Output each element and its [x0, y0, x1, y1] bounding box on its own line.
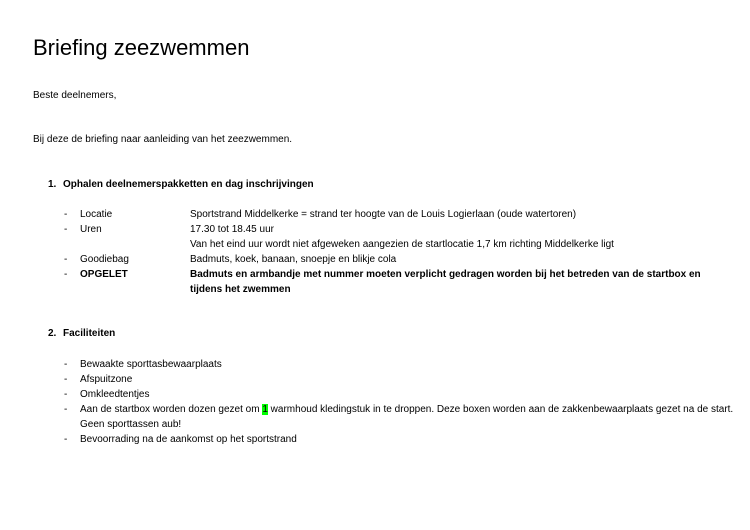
intro-text: Bij deze de briefing naar aanleiding van het zeezwemmen. — [33, 134, 293, 145]
item-label-goodiebag: Goodiebag — [80, 254, 129, 265]
item-value-uren: 17.30 tot 18.45 uur — [190, 224, 274, 235]
bullet-dash: - — [64, 224, 68, 235]
facility-text-after: warmhoud kledingstuk in te droppen. Deze boxen worden aan de zakkenbewaarplaats gezet na de start. — [267, 404, 734, 415]
document-title: Briefing zeezwemmen — [33, 35, 250, 60]
facility-text-continuation: Geen sporttassen aub! — [80, 419, 182, 430]
item-value-locatie: Sportstrand Middelkerke = strand ter hoogte van de Louis Logierlaan (oude watertoren) — [190, 209, 577, 220]
bullet-dash: - — [64, 374, 68, 385]
highlighted-number: 1 — [262, 404, 268, 415]
item-label-opgelet: OPGELET — [80, 269, 128, 280]
bullet-dash: - — [64, 209, 68, 220]
facility-text: Bevoorrading na de aankomst op het sportstrand — [80, 434, 297, 445]
section-1-heading — [48, 178, 314, 192]
greeting-text: Beste deelnemers, — [33, 90, 117, 101]
facility-text: Afspuitzone — [80, 374, 133, 385]
item-label-uren: Uren — [80, 224, 102, 235]
section-1-number: 1. — [48, 179, 57, 190]
bullet-dash: - — [64, 434, 68, 445]
item-value-goodiebag: Badmuts, koek, banaan, snoepje en blikje cola — [190, 254, 397, 265]
item-value-opgelet-continuation: tijdens het zwemmen — [190, 284, 291, 295]
section-2-number: 2. — [48, 328, 57, 339]
bullet-dash: - — [64, 389, 68, 400]
section-2-title: Faciliteiten — [63, 328, 116, 339]
facility-text: Omkleedtentjes — [80, 389, 150, 400]
bullet-dash: - — [64, 254, 68, 265]
bullet-dash: - — [64, 404, 68, 415]
facility-text: Bewaakte sporttasbewaarplaats — [80, 359, 222, 370]
item-value-uren-continuation: Van het eind uur wordt niet afgeweken aangezien de startlocatie 1,7 km richting Middelkerke ligt — [190, 239, 614, 250]
bullet-dash: - — [64, 269, 68, 280]
section-1-title: Ophalen deelnemerspakketten en dag inschrijvingen — [63, 179, 314, 190]
facility-text — [80, 403, 733, 417]
bullet-dash: - — [64, 359, 68, 370]
item-label-locatie: Locatie — [80, 209, 113, 220]
facility-text-before: Aan de startbox worden dozen gezet om — [80, 404, 263, 415]
item-value-opgelet: Badmuts en armbandje met nummer moeten verplicht gedragen worden bij het betreden van de startbox en — [190, 269, 701, 280]
section-2-heading — [48, 327, 115, 341]
